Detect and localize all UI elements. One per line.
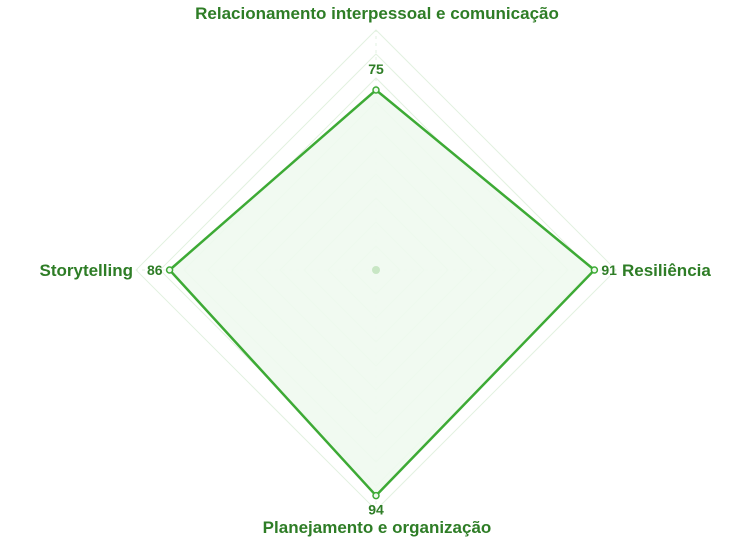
- data-point: [167, 267, 173, 273]
- category-label-storytelling: Storytelling: [39, 261, 133, 280]
- center-dot: [372, 266, 380, 274]
- data-point: [373, 493, 379, 499]
- data-label-planejamento: 94: [368, 501, 384, 518]
- series-area: [170, 90, 595, 496]
- data-label-relacionamento: 75: [368, 61, 384, 77]
- data-point: [591, 267, 597, 273]
- data-point: [373, 87, 379, 93]
- category-label-relacionamento: Relacionamento interpessoal e comunicação: [195, 4, 559, 23]
- category-label-resiliencia: Resiliência: [622, 261, 711, 280]
- data-label-resiliencia: 91: [601, 262, 617, 278]
- category-label-planejamento: Planejamento e organização: [262, 518, 492, 537]
- data-label-storytelling: 86: [147, 262, 163, 278]
